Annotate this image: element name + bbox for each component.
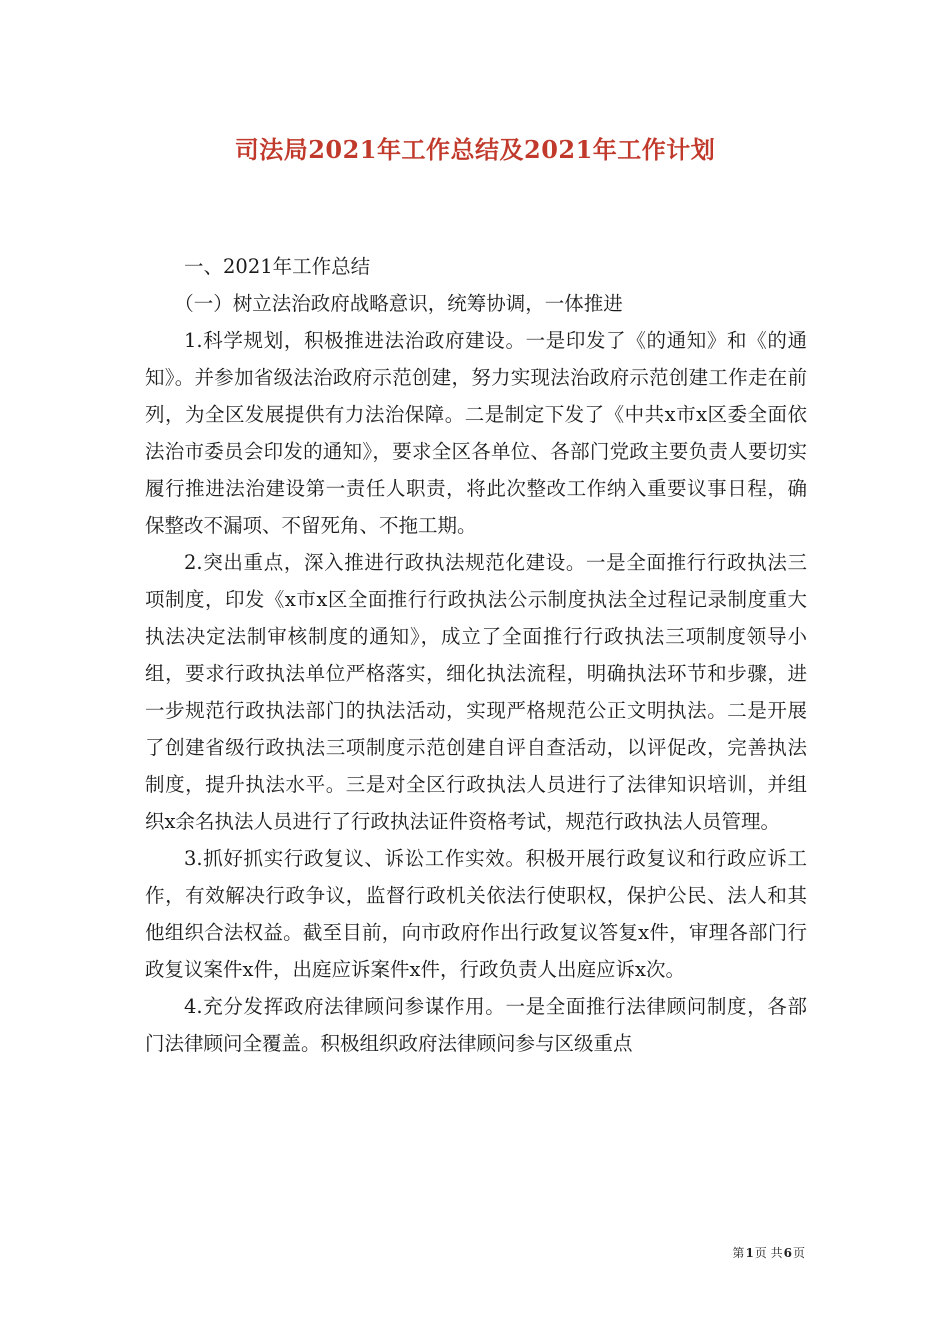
footer-middle: 页 共 bbox=[754, 1246, 783, 1260]
subsection-heading: （一）树立法治政府战略意识，统筹协调，一体推进 bbox=[174, 292, 623, 315]
section-heading: 一、2021年工作总结 bbox=[184, 255, 371, 278]
footer-prefix: 第 bbox=[732, 1246, 745, 1260]
page-footer bbox=[732, 1244, 805, 1262]
paragraph-3: 3.抓好抓实行政复议、诉讼工作实效。积极开展行政复议和行政应诉工作，有效解决行政争议，监督行政机关依法行使职权，保护公民、法人和其他组织合法权益。截至目前，向市政府作出行政复议答复x件，审理各部门行政复议案件x件，出庭应诉案件x件，行政负责人出庭应诉x次。 bbox=[145, 847, 807, 981]
total-pages-number: 6 bbox=[783, 1246, 792, 1260]
current-page-number: 1 bbox=[745, 1246, 754, 1260]
footer-suffix: 页 bbox=[792, 1246, 805, 1260]
document-body bbox=[145, 248, 807, 1062]
paragraph-2: 2.突出重点，深入推进行政执法规范化建设。一是全面推行行政执法三项制度，印发《x市x区全面推行行政执法公示制度执法全过程记录制度重大执法决定法制审核制度的通知》，成立了全面推行行政执法三项制度领导小组，要求行政执法单位严格落实，细化执法流程，明确执法环节和步骤，进一步规范行政执法部门的执法活动，实现严格规范公正文明执法。二是开展了创建省级行政执法三项制度示范创建自评自查活动，以评促改，完善执法制度，提升执法水平。三是对全区行政执法人员进行了法律知识培训，并组织x余名执法人员进行了行政执法证件资格考试，规范行政执法人员管理。 bbox=[145, 551, 807, 833]
document-title: 司法局2021年工作总结及2021年工作计划 bbox=[234, 135, 716, 164]
paragraph-1: 1.科学规划，积极推进法治政府建设。一是印发了《的通知》和《的通知》。并参加省级法治政府示范创建，努力实现法治政府示范创建工作走在前列，为全区发展提供有力法治保障。二是制定下发了《中共x市x区委全面依法治市委员会印发的通知》，要求全区各单位、各部门党政主要负责人要切实履行推进法治建设第一责任人职责，将此次整改工作纳入重要议事日程，确保整改不漏项、不留死角、不拖工期。 bbox=[145, 329, 807, 537]
paragraph-4: 4.充分发挥政府法律顾问参谋作用。一是全面推行法律顾问制度，各部门法律顾问全覆盖。积极组织政府法律顾问参与区级重点 bbox=[145, 995, 807, 1055]
